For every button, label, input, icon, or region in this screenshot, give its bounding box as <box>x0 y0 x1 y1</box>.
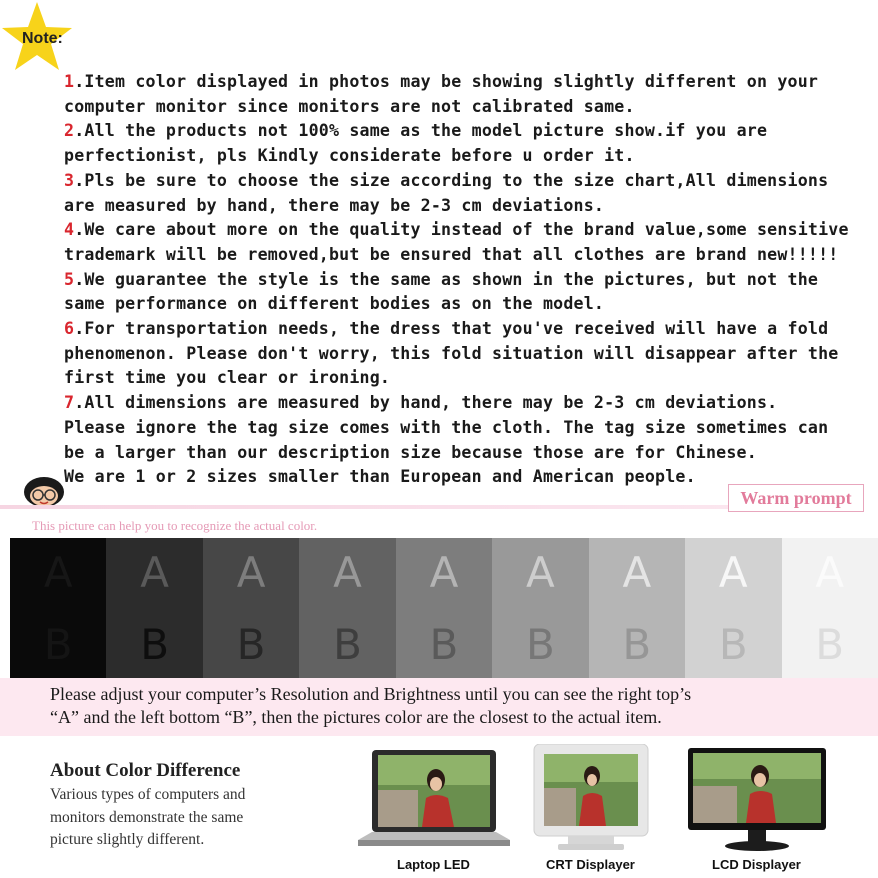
swatch-letter-b: B <box>140 620 170 669</box>
note-line: same performance on different bodies as on the model. <box>64 294 605 314</box>
swatch-letter-b: B <box>622 620 652 669</box>
note-line: 7.All dimensions are measured by hand, there may be 2-3 cm deviations. <box>64 393 778 413</box>
notes-list <box>64 70 864 490</box>
note-line: phenomenon. Please don't worry, this fold situation will disappear after the <box>64 343 839 363</box>
note-line: 5.We guarantee the style is the same as shown in the pictures, but not the <box>64 269 819 289</box>
device-label-lcd: LCD Displayer <box>712 857 801 872</box>
adjust-line: Please adjust your computer’s Resolution and Brightness until you can see the right top’s <box>50 684 692 704</box>
swatch-letter-a: A <box>815 548 845 597</box>
swatch-letter-a: A <box>236 548 266 597</box>
note-line: 4.We care about more on the quality instead of the brand value,some sensitive <box>64 220 849 240</box>
lcd-monitor-image <box>688 748 826 852</box>
note-label: Note: <box>22 30 63 47</box>
about-line: Various types of computers and <box>50 786 246 803</box>
gray-swatch <box>782 538 878 678</box>
laptop-image <box>358 750 510 852</box>
adjust-line: “A” and the left bottom “B”, then the pictures color are the closest to the actual item. <box>50 707 662 727</box>
note-line: Please ignore the tag size comes with the cloth. The tag size sometimes can <box>64 417 829 437</box>
swatch-letter-a: A <box>333 548 362 597</box>
note-line: We are 1 or 2 sizes smaller than European and American people. <box>64 467 696 487</box>
swatch-letter-b: B <box>525 620 555 669</box>
about-line: picture slightly different. <box>50 831 205 849</box>
crt-monitor-image <box>532 744 650 852</box>
swatch-letter-a: A <box>140 548 170 597</box>
about-line: monitors demonstrate the same <box>50 808 244 826</box>
gray-swatch <box>106 538 202 678</box>
about-title: About Color Difference <box>50 760 241 781</box>
help-caption: This picture can help you to recognize the actual color. <box>32 518 318 533</box>
swatch-letter-b: B <box>815 620 845 669</box>
gray-swatch <box>685 538 781 678</box>
note-line: computer monitor since monitors are not calibrated same. <box>64 96 635 116</box>
note-line: be a larger than our description size because those are for Chinese. <box>64 442 757 462</box>
divider <box>0 505 740 509</box>
note-line: first time you clear or ironing. <box>64 368 391 388</box>
note-line: perfectionist, pls Kindly considerate before u order it. <box>64 146 635 166</box>
note-line: 6.For transportation needs, the dress that you've received will have a fold <box>64 319 829 339</box>
swatch-letter-b: B <box>718 620 748 669</box>
device-label-laptop: Laptop LED <box>397 857 470 872</box>
gray-swatch <box>203 538 299 678</box>
note-line: 2.All the products not 100% same as the model picture show.if you are <box>64 121 768 141</box>
swatch-letter-a: A <box>718 548 748 597</box>
adjust-instructions <box>50 683 870 729</box>
swatch-letter-a: A <box>43 548 73 597</box>
swatch-letter-b: B <box>236 620 266 669</box>
swatch-letter-a: A <box>526 548 555 597</box>
gray-swatch-strip <box>10 538 878 678</box>
note-line: trademark will be removed,but be ensured that all clothes are brand new!!!!! <box>64 244 839 264</box>
swatch-letter-a: A <box>429 548 459 597</box>
gray-swatch <box>589 538 685 678</box>
gray-swatch <box>396 538 492 678</box>
note-line: 1.Item color displayed in photos may be showing slightly different on your <box>64 72 819 91</box>
warm-prompt-badge: Warm prompt <box>728 484 864 512</box>
gray-swatch <box>492 538 588 678</box>
swatch-letter-b: B <box>333 620 362 669</box>
gray-swatch <box>10 538 106 678</box>
swatch-letter-b: B <box>429 620 459 669</box>
note-line: 3.Pls be sure to choose the size according to the size chart,All dimensions <box>64 170 829 190</box>
swatch-letter-b: B <box>43 620 73 669</box>
gray-swatch <box>299 538 395 678</box>
about-description <box>50 784 310 852</box>
device-label-crt: CRT Displayer <box>546 857 635 872</box>
swatch-letter-a: A <box>622 548 652 597</box>
note-line: are measured by hand, there may be 2-3 cm deviations. <box>64 195 605 215</box>
